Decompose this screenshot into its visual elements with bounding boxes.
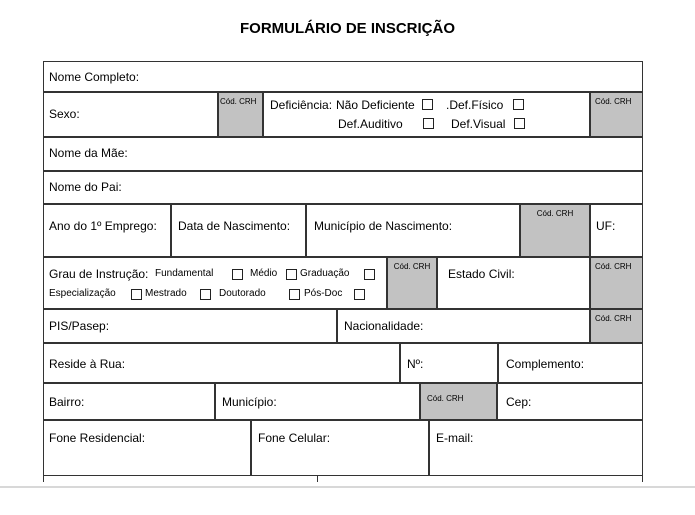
nome-mae-label: Nome da Mãe: bbox=[49, 146, 128, 160]
cep-field[interactable] bbox=[497, 383, 643, 420]
cod-crh-label: Cód. CRH bbox=[393, 262, 431, 271]
cod-crh-box bbox=[590, 309, 643, 343]
nome-completo-field[interactable] bbox=[43, 61, 643, 92]
def-visual-label: Def.Visual bbox=[451, 117, 506, 131]
form-title: FORMULÁRIO DE INSCRIÇÃO bbox=[240, 20, 455, 37]
pis-pasep-label: PIS/Pasep: bbox=[49, 319, 110, 333]
next-row-stub-right bbox=[642, 476, 643, 482]
especializacao-label: Especialização bbox=[49, 288, 116, 299]
fone-residencial-field[interactable] bbox=[43, 420, 251, 476]
uf-field[interactable] bbox=[590, 204, 643, 257]
def-auditivo-checkbox[interactable] bbox=[423, 118, 434, 129]
nome-pai-field[interactable] bbox=[43, 171, 643, 204]
numero-label: Nº: bbox=[407, 357, 424, 371]
reside-rua-field[interactable] bbox=[43, 343, 400, 383]
cod-crh-box bbox=[590, 92, 643, 137]
doutorado-checkbox[interactable] bbox=[289, 289, 300, 300]
estado-civil-label: Estado Civil: bbox=[448, 267, 515, 281]
sexo-field[interactable] bbox=[43, 92, 218, 137]
cod-crh-box bbox=[387, 257, 437, 309]
data-nascimento-label: Data de Nascimento: bbox=[178, 219, 291, 233]
complemento-field[interactable] bbox=[498, 343, 643, 383]
def-visual-checkbox[interactable] bbox=[514, 118, 525, 129]
municipio-label: Município: bbox=[222, 395, 277, 409]
nome-completo-label: Nome Completo: bbox=[49, 70, 140, 84]
bairro-label: Bairro: bbox=[49, 395, 85, 409]
pos-doc-label: Pós-Doc bbox=[304, 288, 343, 299]
cod-crh-box bbox=[218, 92, 263, 137]
fone-celular-field[interactable] bbox=[251, 420, 429, 476]
nacionalidade-field[interactable] bbox=[337, 309, 590, 343]
def-fisico-label: .Def.Físico bbox=[446, 98, 504, 112]
doutorado-label: Doutorado bbox=[219, 288, 266, 299]
nome-pai-label: Nome do Pai: bbox=[49, 180, 122, 194]
bairro-field[interactable] bbox=[43, 383, 215, 420]
graduacao-checkbox[interactable] bbox=[364, 269, 375, 280]
cod-crh-label: Cód. CRH bbox=[595, 262, 632, 271]
nao-deficiente-checkbox[interactable] bbox=[422, 99, 433, 110]
def-auditivo-label: Def.Auditivo bbox=[338, 117, 403, 131]
cod-crh-label: Cód. CRH bbox=[427, 394, 464, 403]
medio-checkbox[interactable] bbox=[286, 269, 297, 280]
numero-field[interactable] bbox=[400, 343, 498, 383]
complemento-label: Complemento: bbox=[506, 357, 585, 371]
nome-mae-field[interactable] bbox=[43, 137, 643, 171]
municipio-nascimento-field[interactable] bbox=[306, 204, 520, 257]
deficiencia-field bbox=[263, 92, 590, 137]
cod-crh-label: Cód. CRH bbox=[220, 97, 257, 106]
grau-instrucao-label: Grau de Instrução: bbox=[49, 267, 149, 281]
next-row-stub-left bbox=[43, 476, 44, 482]
cod-crh-label: Cód. CRH bbox=[595, 314, 632, 323]
cep-label: Cep: bbox=[506, 395, 532, 409]
fundamental-checkbox[interactable] bbox=[232, 269, 243, 280]
especializacao-checkbox[interactable] bbox=[131, 289, 142, 300]
page-bottom-rule bbox=[0, 486, 695, 488]
sexo-label: Sexo: bbox=[49, 107, 80, 121]
fundamental-label: Fundamental bbox=[155, 268, 214, 279]
cod-crh-box bbox=[420, 383, 497, 420]
grau-instrucao-field bbox=[43, 257, 387, 309]
cod-crh-label: Cód. CRH bbox=[595, 97, 632, 106]
next-row-stub-divider bbox=[317, 476, 318, 482]
email-field[interactable] bbox=[429, 420, 643, 476]
cod-crh-box bbox=[590, 257, 643, 309]
ano-emprego-field[interactable] bbox=[43, 204, 171, 257]
cod-crh-label: Cód. CRH bbox=[536, 209, 574, 218]
nao-deficiente-label: Não Deficiente bbox=[336, 98, 415, 112]
nacionalidade-label: Nacionalidade: bbox=[344, 319, 424, 333]
reside-rua-label: Reside à Rua: bbox=[49, 357, 126, 371]
municipio-nascimento-label: Município de Nascimento: bbox=[314, 219, 453, 233]
cod-crh-box bbox=[520, 204, 590, 257]
def-fisico-checkbox[interactable] bbox=[513, 99, 524, 110]
medio-label: Médio bbox=[250, 268, 278, 279]
ano-emprego-label: Ano do 1º Emprego: bbox=[49, 219, 157, 233]
mestrado-label: Mestrado bbox=[145, 288, 187, 299]
deficiencia-label: Deficiência: bbox=[270, 98, 333, 112]
fone-celular-label: Fone Celular: bbox=[258, 431, 331, 445]
fone-residencial-label: Fone Residencial: bbox=[49, 431, 146, 445]
data-nascimento-field[interactable] bbox=[171, 204, 306, 257]
estado-civil-field[interactable] bbox=[437, 257, 590, 309]
pos-doc-checkbox[interactable] bbox=[354, 289, 365, 300]
email-label: E-mail: bbox=[436, 431, 474, 445]
pis-pasep-field[interactable] bbox=[43, 309, 337, 343]
uf-label: UF: bbox=[596, 219, 616, 233]
municipio-field[interactable] bbox=[215, 383, 420, 420]
graduacao-label: Graduação bbox=[300, 268, 350, 279]
mestrado-checkbox[interactable] bbox=[200, 289, 211, 300]
